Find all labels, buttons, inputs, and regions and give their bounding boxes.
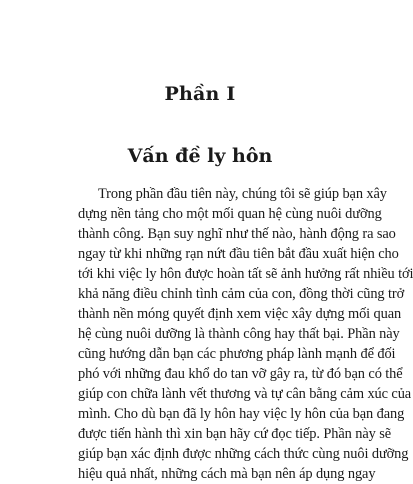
body-paragraph [78,184,413,484]
paragraph-line: Trong phần đầu tiên này, chúng tôi sẽ giúp bạn xây [98,186,387,202]
paragraph-line: ngay từ khi những rạn nứt đầu tiên bắt đầu xuất hiện cho [78,246,399,262]
paragraph-line: thành nền móng quyết định xem việc xây dựng mối quan [78,306,402,322]
chapter-title: Vấn đề ly hôn [127,145,273,167]
paragraph-line: cũng hướng dẫn bạn các phương pháp lành mạnh để đối [78,346,396,362]
paragraph-line: dựng nền tảng cho một mối quan hệ cùng nuôi dưỡng [78,206,382,222]
paragraph-line: thành công. Bạn suy nghĩ như thế nào, hành động ra sao [78,226,396,242]
paragraph-line: hiệu quả nhất, những cách mà bạn nên áp dụng ngay [78,466,376,482]
part-title: Phần I [164,83,236,105]
paragraph-line: được tiến hành thì xin bạn hãy cứ đọc tiếp. Phần này sẽ [78,426,392,442]
paragraph-line: mình. Cho dù bạn đã ly hôn hay việc ly hôn của bạn đang [78,406,405,422]
paragraph-line: giúp con chữa lành vết thương và tự cân bằng cảm xúc của [78,386,412,402]
paragraph-line: khả năng điều chỉnh tình cảm của con, đồng thời cũng trở [78,286,405,302]
paragraph-line: phó với những đau khổ do tan vỡ gây ra, từ đó bạn có thể [78,366,403,382]
paragraph-line: giúp bạn xác định được những cách thức cùng nuôi dưỡng [78,446,409,462]
paragraph-line: hệ cùng nuôi dưỡng là thành công hay thất bại. Phần này [78,326,400,342]
paragraph-line: tới khi việc ly hôn được hoàn tất sẽ ảnh hưởng rất nhiều tới [78,266,413,282]
